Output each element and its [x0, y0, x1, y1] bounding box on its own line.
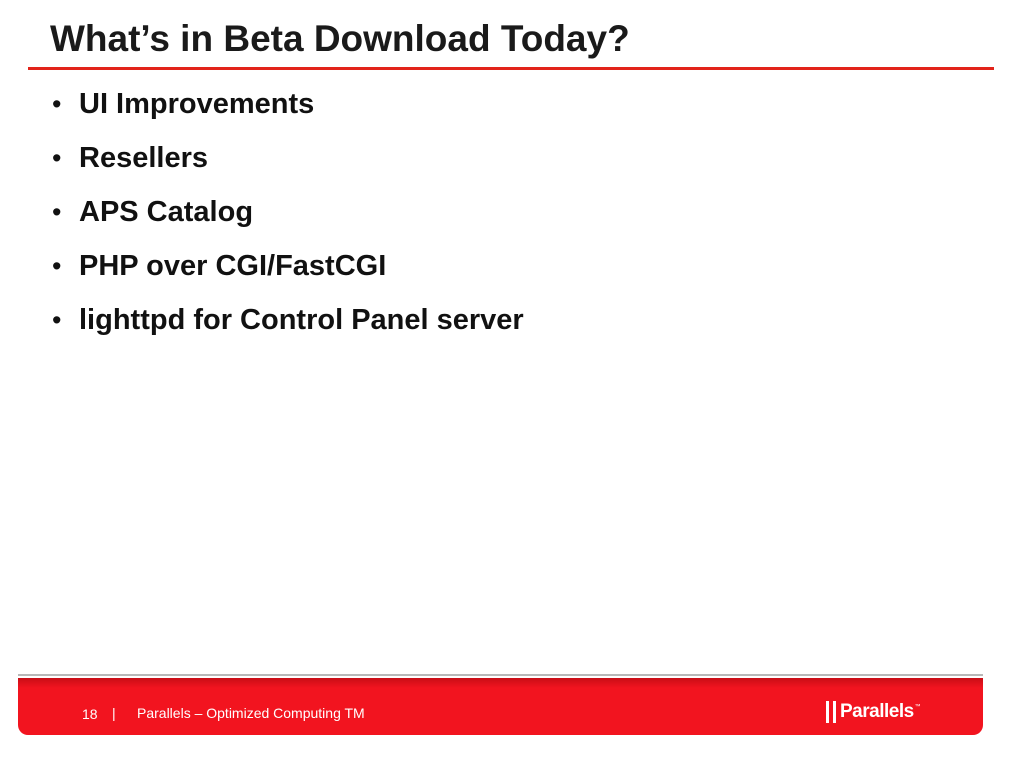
bullet-item [52, 88, 524, 142]
bullet-text: Resellers [79, 142, 208, 174]
bullet-item [52, 250, 524, 304]
bullet-icon: • [52, 251, 62, 281]
page-number: 18 [82, 706, 98, 722]
bullet-text: UI Improvements [79, 88, 315, 120]
bullet-icon: • [52, 89, 62, 119]
parallels-bars-icon [826, 701, 836, 723]
logo-bar [826, 701, 829, 723]
footer-tagline: Parallels – Optimized Computing TM [137, 705, 365, 721]
logo-trademark: ™ [914, 704, 921, 710]
logo-wordmark: Parallels [840, 701, 914, 722]
bullet-text: PHP over CGI/FastCGI [79, 250, 387, 282]
footer-divider [18, 674, 983, 676]
bullet-icon: • [52, 305, 62, 335]
footer-bar [18, 678, 983, 735]
footer-separator: | [112, 705, 116, 721]
title-underline [28, 67, 994, 70]
bullet-text: APS Catalog [79, 196, 254, 228]
bullet-item [52, 304, 524, 358]
bullet-icon: • [52, 143, 62, 173]
bullet-text: lighttpd for Control Panel server [79, 304, 524, 336]
bullet-icon: • [52, 197, 62, 227]
bullet-list [52, 88, 524, 358]
bullet-item [52, 142, 524, 196]
parallels-logo [826, 700, 921, 724]
bullet-item [52, 196, 524, 250]
slide-title: What’s in Beta Download Today? [50, 18, 630, 59]
logo-bar [833, 701, 836, 723]
